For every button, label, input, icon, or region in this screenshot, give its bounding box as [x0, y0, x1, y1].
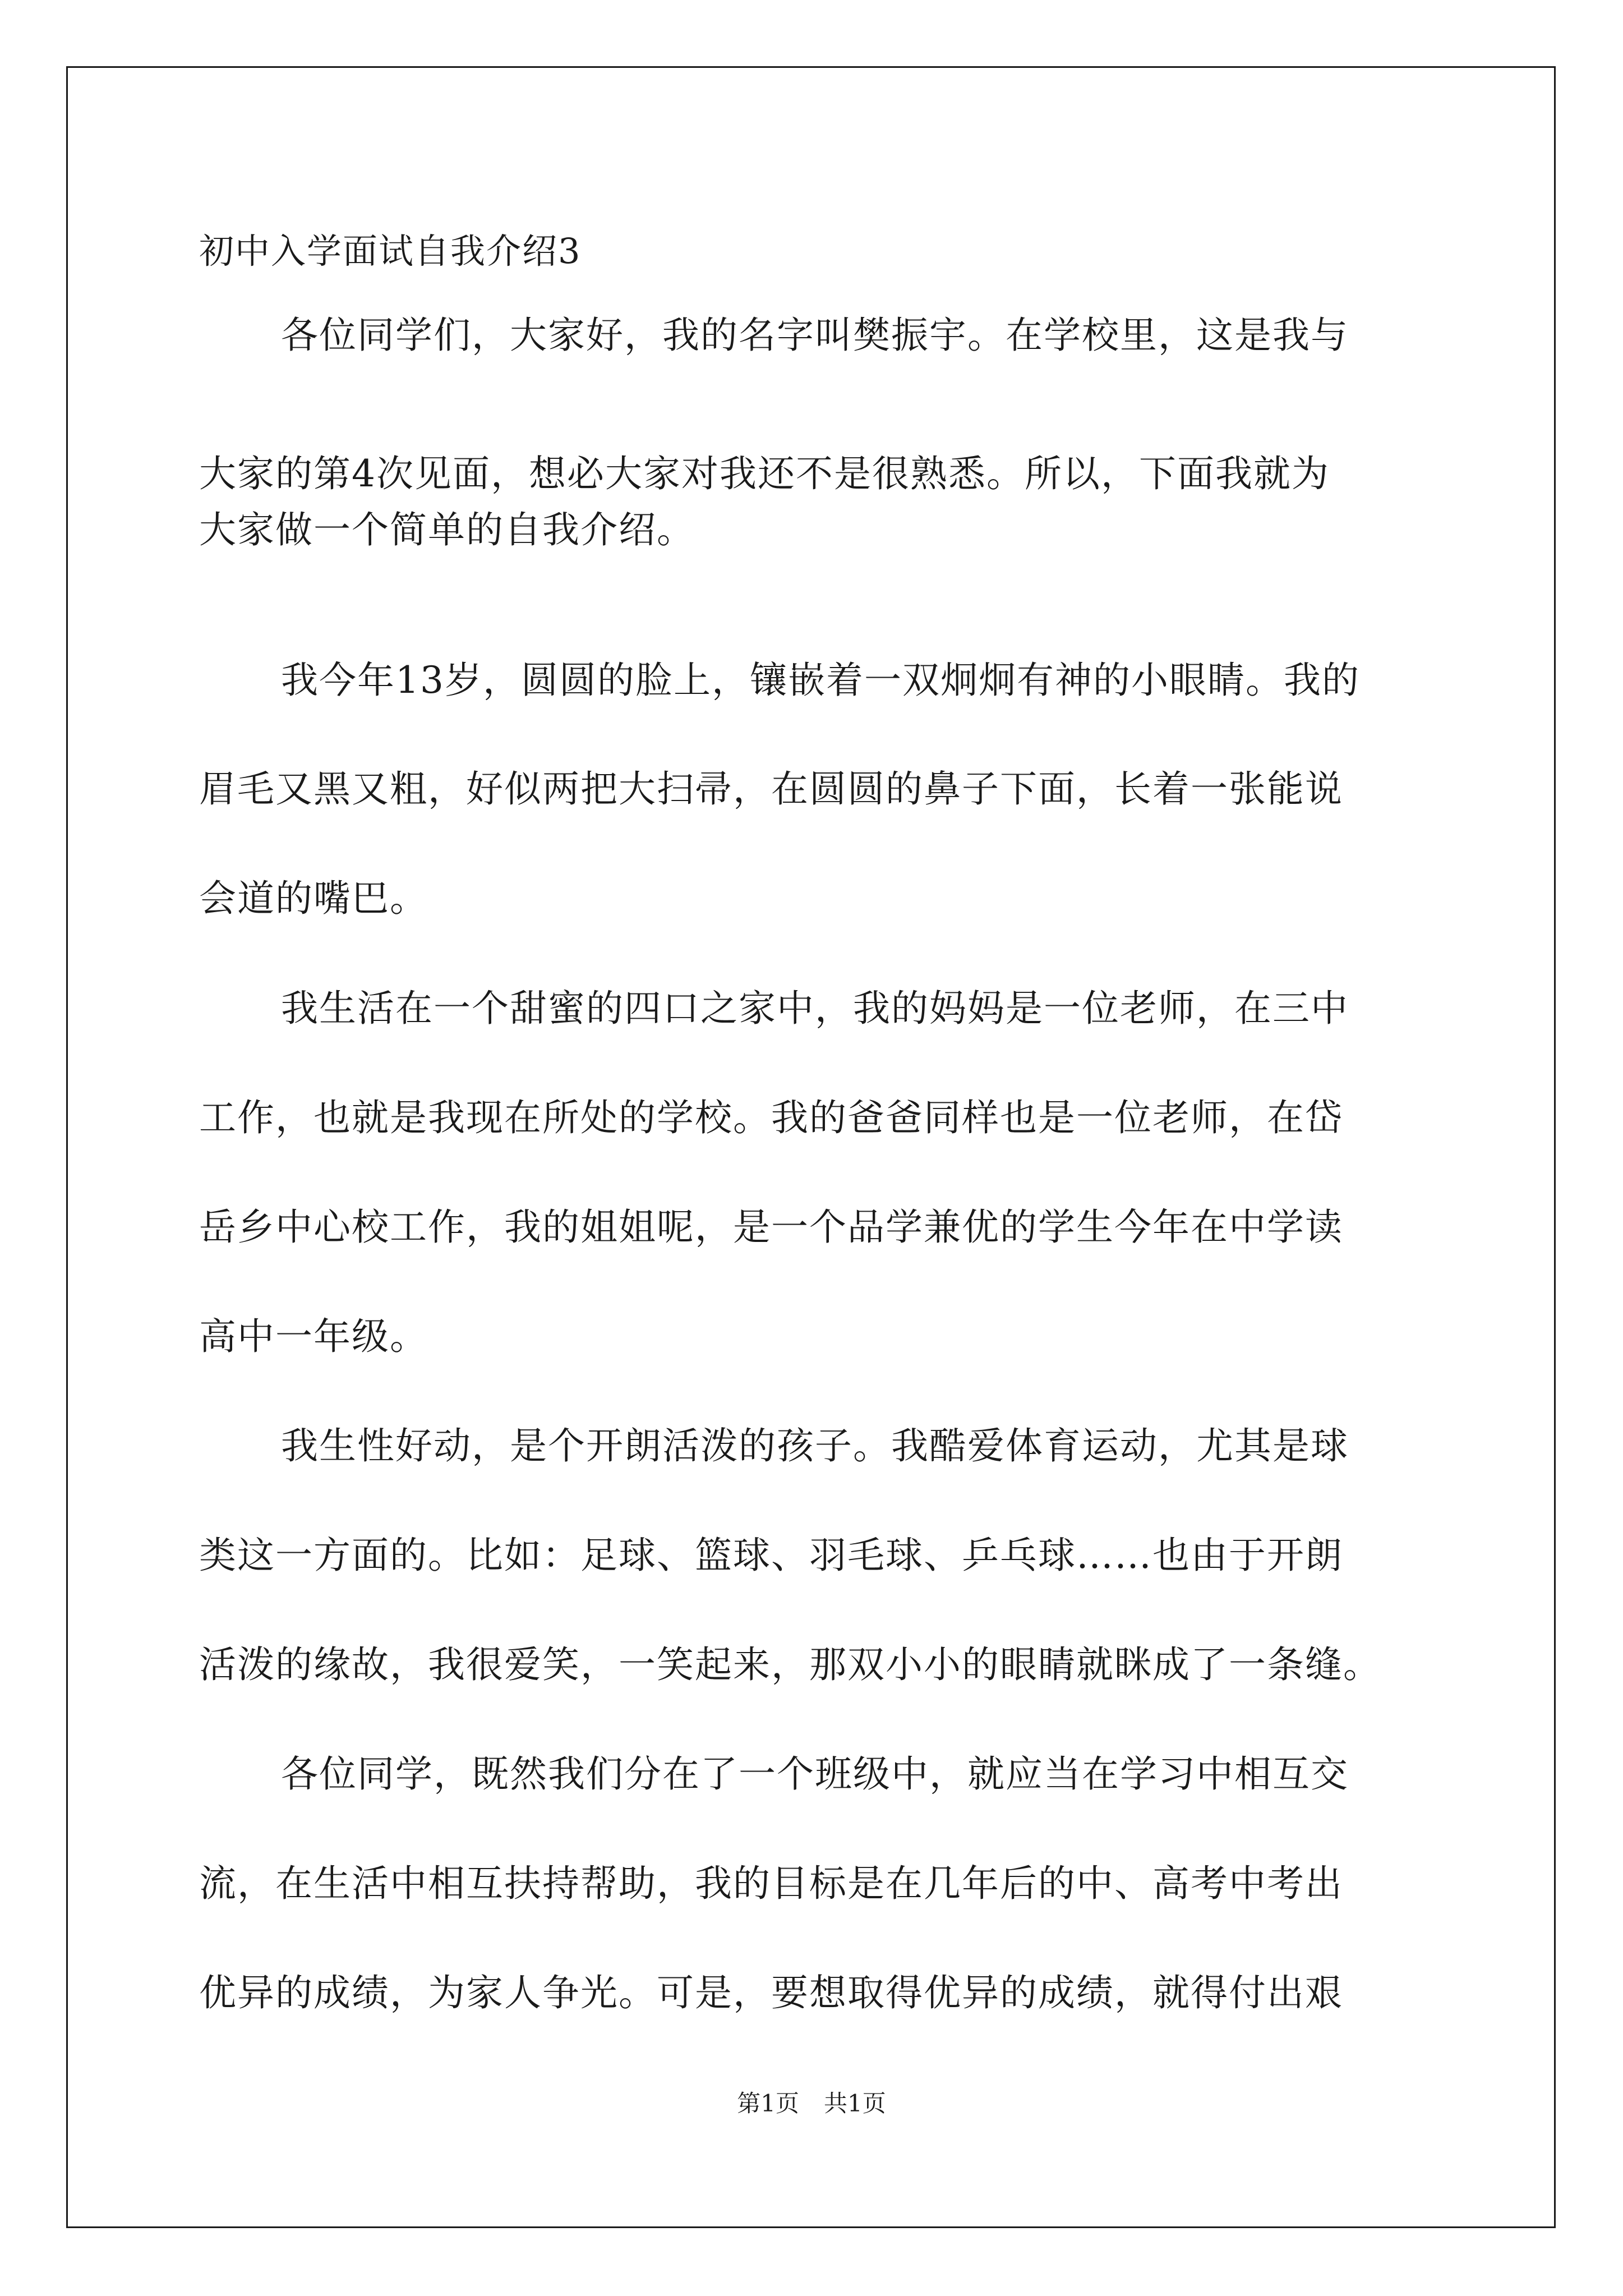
- paragraph-line: 我今年13岁，圆圆的脸上，镶嵌着一双炯炯有神的小眼睛。我的: [281, 659, 1360, 702]
- paragraph-line: 大家的第4次见面，想必大家对我还不是很熟悉。所以，下面我就为: [199, 452, 1330, 495]
- paragraph-line: 眉毛又黑又粗，好似两把大扫帚，在圆圆的鼻子下面，长着一张能说: [199, 767, 1343, 811]
- paragraph-line: 类这一方面的。比如：足球、篮球、羽毛球、乒乓球……也由于开朗: [199, 1534, 1343, 1577]
- paragraph-line: 流，在生活中相互扶持帮助，我的目标是在几年后的中、高考中考出: [199, 1862, 1343, 1905]
- paragraph-line: 高中一年级。: [199, 1315, 428, 1358]
- paragraph-line: 各位同学们，大家好，我的名字叫樊振宇。在学校里，这是我与: [281, 314, 1349, 357]
- page-footer: [0, 2087, 1623, 2120]
- paragraph-line: 优异的成绩，为家人争光。可是，要想取得优异的成绩，就得付出艰: [199, 1971, 1343, 2014]
- document-title: 初中入学面试自我介绍3: [199, 231, 582, 272]
- paragraph-line: 大家做一个简单的自我介绍。: [199, 508, 695, 551]
- paragraph-line: 会道的嘴巴。: [199, 877, 428, 920]
- paragraph-line: 我生性好动，是个开朗活泼的孩子。我酷爱体育运动，尤其是球: [281, 1424, 1349, 1467]
- page-total: 共1页: [824, 2090, 886, 2117]
- paragraph-line: 工作，也就是我现在所处的学校。我的爸爸同样也是一位老师，在岱: [199, 1096, 1343, 1139]
- paragraph-line: 岳乡中心校工作，我的姐姐呢，是一个品学兼优的学生今年在中学读: [199, 1205, 1343, 1249]
- paragraph-line: 活泼的缘故，我很爱笑，一笑起来，那双小小的眼睛就眯成了一条缝。: [199, 1643, 1381, 1686]
- page-number: 第1页: [737, 2090, 799, 2117]
- paragraph-line: 各位同学，既然我们分在了一个班级中，就应当在学习中相互交: [281, 1752, 1349, 1796]
- paragraph-line: 我生活在一个甜蜜的四口之家中，我的妈妈是一位老师，在三中: [281, 987, 1349, 1030]
